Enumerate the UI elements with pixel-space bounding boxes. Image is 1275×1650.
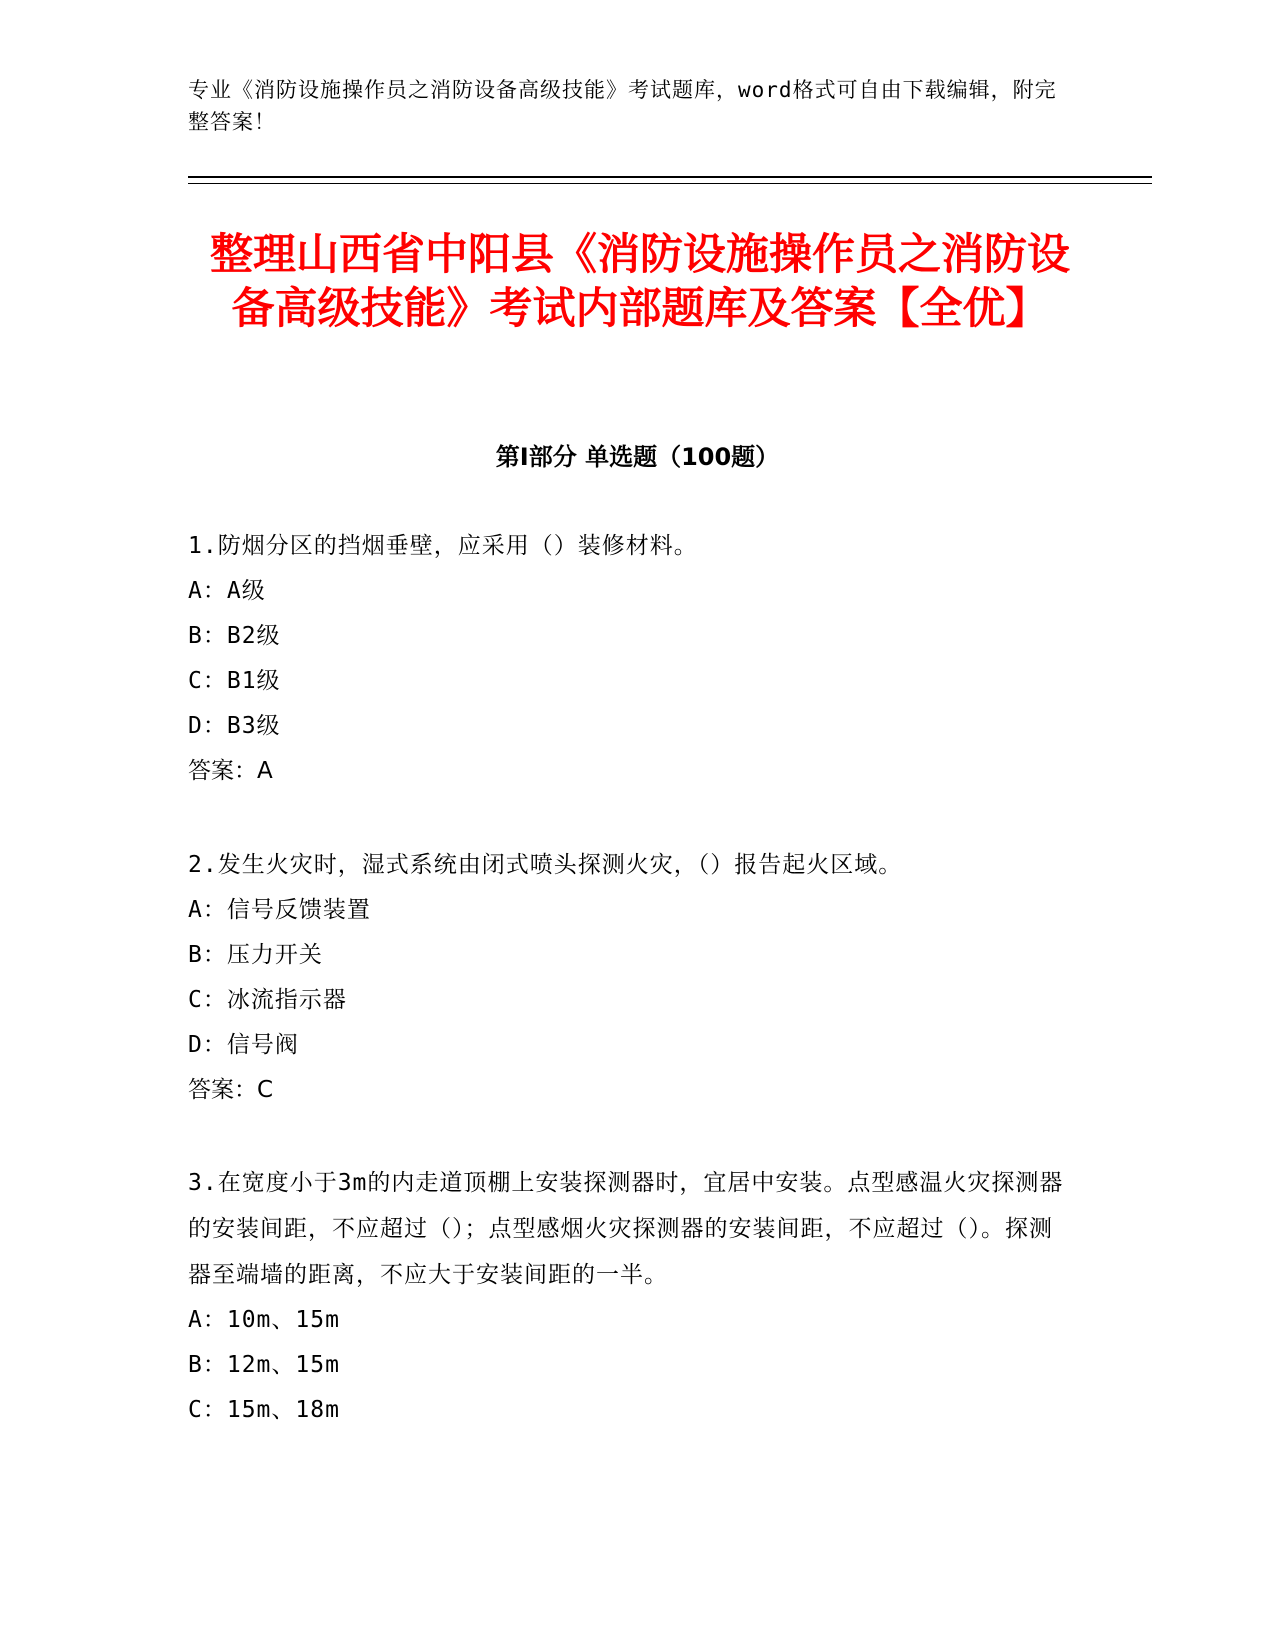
question-1 (188, 523, 1068, 794)
option-a: A：信号反馈装置 (188, 897, 371, 923)
option-c: C：B1级 (188, 668, 281, 694)
question-3 (188, 1160, 1068, 1433)
question-stem: 2.发生火灾时，湿式系统由闭式喷头探测火灾，（）报告起火区域。 (188, 852, 903, 878)
section-heading: 第Ⅰ部分 单选题（100题） (495, 443, 780, 471)
header-note: 专业《消防设施操作员之消防设备高级技能》考试题库，word格式可自由下载编辑，附完整答案！ (188, 78, 1057, 134)
option-d: D：信号阀 (188, 1032, 299, 1058)
answer: 答案：C (188, 1077, 274, 1103)
option-b: B：压力开关 (188, 942, 323, 968)
question-stem: 1.防烟分区的挡烟垂壁，应采用（）装修材料。 (188, 533, 698, 559)
option-b: B：12m、15m (188, 1352, 340, 1378)
option-c: C：冰流指示器 (188, 987, 347, 1013)
option-a: A：10m、15m (188, 1307, 340, 1333)
option-a: A：A级 (188, 578, 266, 604)
question-stem: 3.在宽度小于3m的内走道顶棚上安装探测器时，宜居中安装。点型感温火灾探测器的安装间距，不应超过（）；点型感烟火灾探测器的安装间距，不应超过（）。探测器至端墙的距离，不应大于安装间距的一半。 (188, 1170, 1064, 1288)
document-title: 整理山西省中阳县《消防设施操作员之消防设备高级技能》考试内部题库及答案【全优】 (210, 230, 1070, 334)
option-c: C：15m、18m (188, 1397, 340, 1423)
answer: 答案：A (188, 758, 273, 784)
header-rule-thin (188, 183, 1152, 184)
header-rule-thick (188, 176, 1152, 178)
option-b: B：B2级 (188, 623, 281, 649)
option-d: D：B3级 (188, 713, 281, 739)
question-2 (188, 842, 1068, 1113)
